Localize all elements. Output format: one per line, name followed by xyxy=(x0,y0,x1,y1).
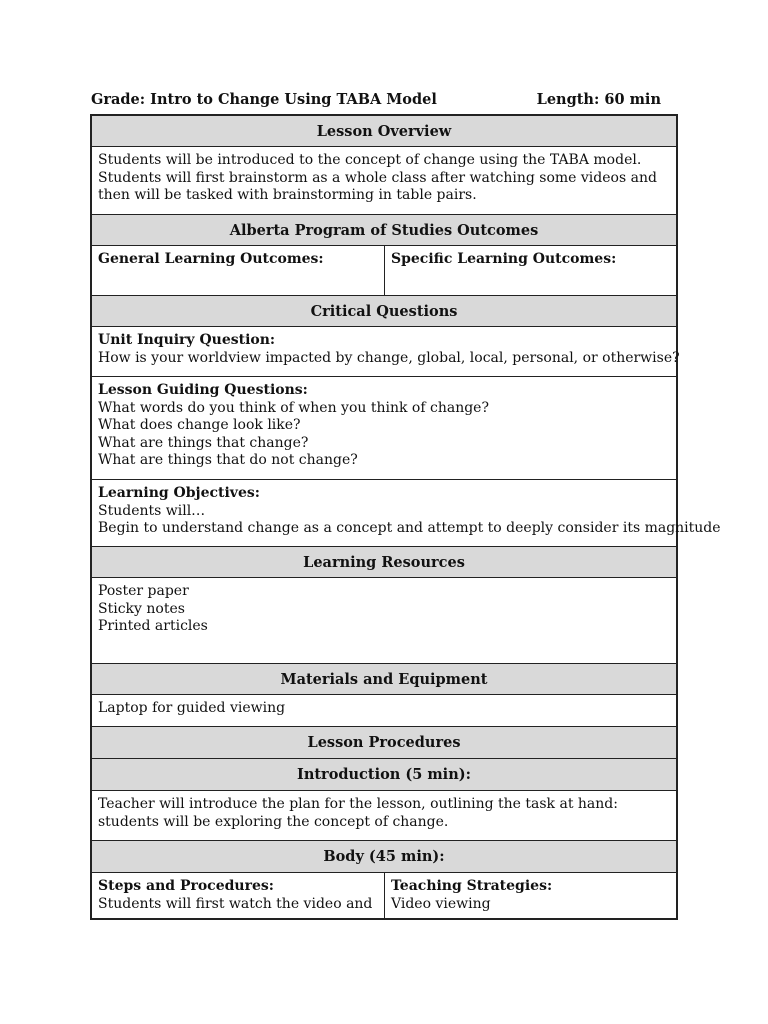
length-label: Length: 60 min xyxy=(536,91,661,108)
resource-item: Poster paper xyxy=(98,583,189,599)
materials-text: Laptop for guided viewing xyxy=(92,695,676,727)
guiding-question: What are things that do not change? xyxy=(98,452,358,468)
general-outcomes-cell xyxy=(92,246,385,295)
learning-resources-heading: Learning Resources xyxy=(92,547,676,578)
learning-objective: Begin to understand change as a concept and attempt to deeply consider its magnitude xyxy=(98,520,721,536)
strategies-text: Video viewing xyxy=(391,895,491,912)
guiding-questions-cell xyxy=(92,377,676,480)
learning-objectives-cell xyxy=(92,480,721,547)
critical-questions-heading: Critical Questions xyxy=(92,296,676,327)
steps-text: Students will first watch the video and xyxy=(98,895,373,912)
specific-outcomes-cell xyxy=(385,246,676,295)
lesson-plan-table xyxy=(90,114,721,920)
guiding-question: What words do you think of when you think of change? xyxy=(98,399,489,416)
guiding-question: What does change look like? xyxy=(98,417,301,433)
introduction-text: Teacher will introduce the plan for the lesson, outlining the task at hand: students will be exploring the concept of change. xyxy=(92,791,676,841)
steps-cell xyxy=(92,873,385,920)
strategies-label: Teaching Strategies: xyxy=(391,878,553,894)
introduction-heading: Introduction (5 min): xyxy=(92,759,676,791)
resource-item: Printed articles xyxy=(98,618,208,634)
outcomes-heading: Alberta Program of Studies Outcomes xyxy=(92,215,676,246)
lesson-overview-text: Students will be introduced to the concept of change using the TABA model. Students will first brainstorm as a whole class after watching some videos and then will be tasked with brainstorming in table pairs. xyxy=(92,147,676,215)
learning-objective: Students will… xyxy=(98,502,206,519)
guiding-questions-label: Lesson Guiding Questions: xyxy=(98,382,308,398)
specific-outcomes-label: Specific Learning Outcomes: xyxy=(391,251,617,267)
page-header xyxy=(91,91,661,111)
materials-heading: Materials and Equipment xyxy=(92,664,676,695)
resource-item: Sticky notes xyxy=(98,600,185,617)
lesson-overview-heading: Lesson Overview xyxy=(92,116,676,147)
steps-label: Steps and Procedures: xyxy=(98,878,274,894)
outcomes-row xyxy=(92,246,676,296)
body-row xyxy=(92,873,676,920)
learning-objectives-label: Learning Objectives: xyxy=(98,485,260,501)
body-heading: Body (45 min): xyxy=(92,841,676,873)
unit-inquiry-text: How is your worldview impacted by change, global, local, personal, or otherwise? xyxy=(98,349,680,366)
unit-inquiry-label: Unit Inquiry Question: xyxy=(98,332,276,348)
unit-inquiry-cell xyxy=(92,327,680,377)
strategies-cell xyxy=(385,873,676,920)
guiding-question: What are things that change? xyxy=(98,434,309,451)
learning-resources-cell xyxy=(92,578,676,664)
grade-title: Grade: Intro to Change Using TABA Model xyxy=(91,91,437,108)
lesson-procedures-heading: Lesson Procedures xyxy=(92,727,676,759)
general-outcomes-label: General Learning Outcomes: xyxy=(98,251,324,267)
